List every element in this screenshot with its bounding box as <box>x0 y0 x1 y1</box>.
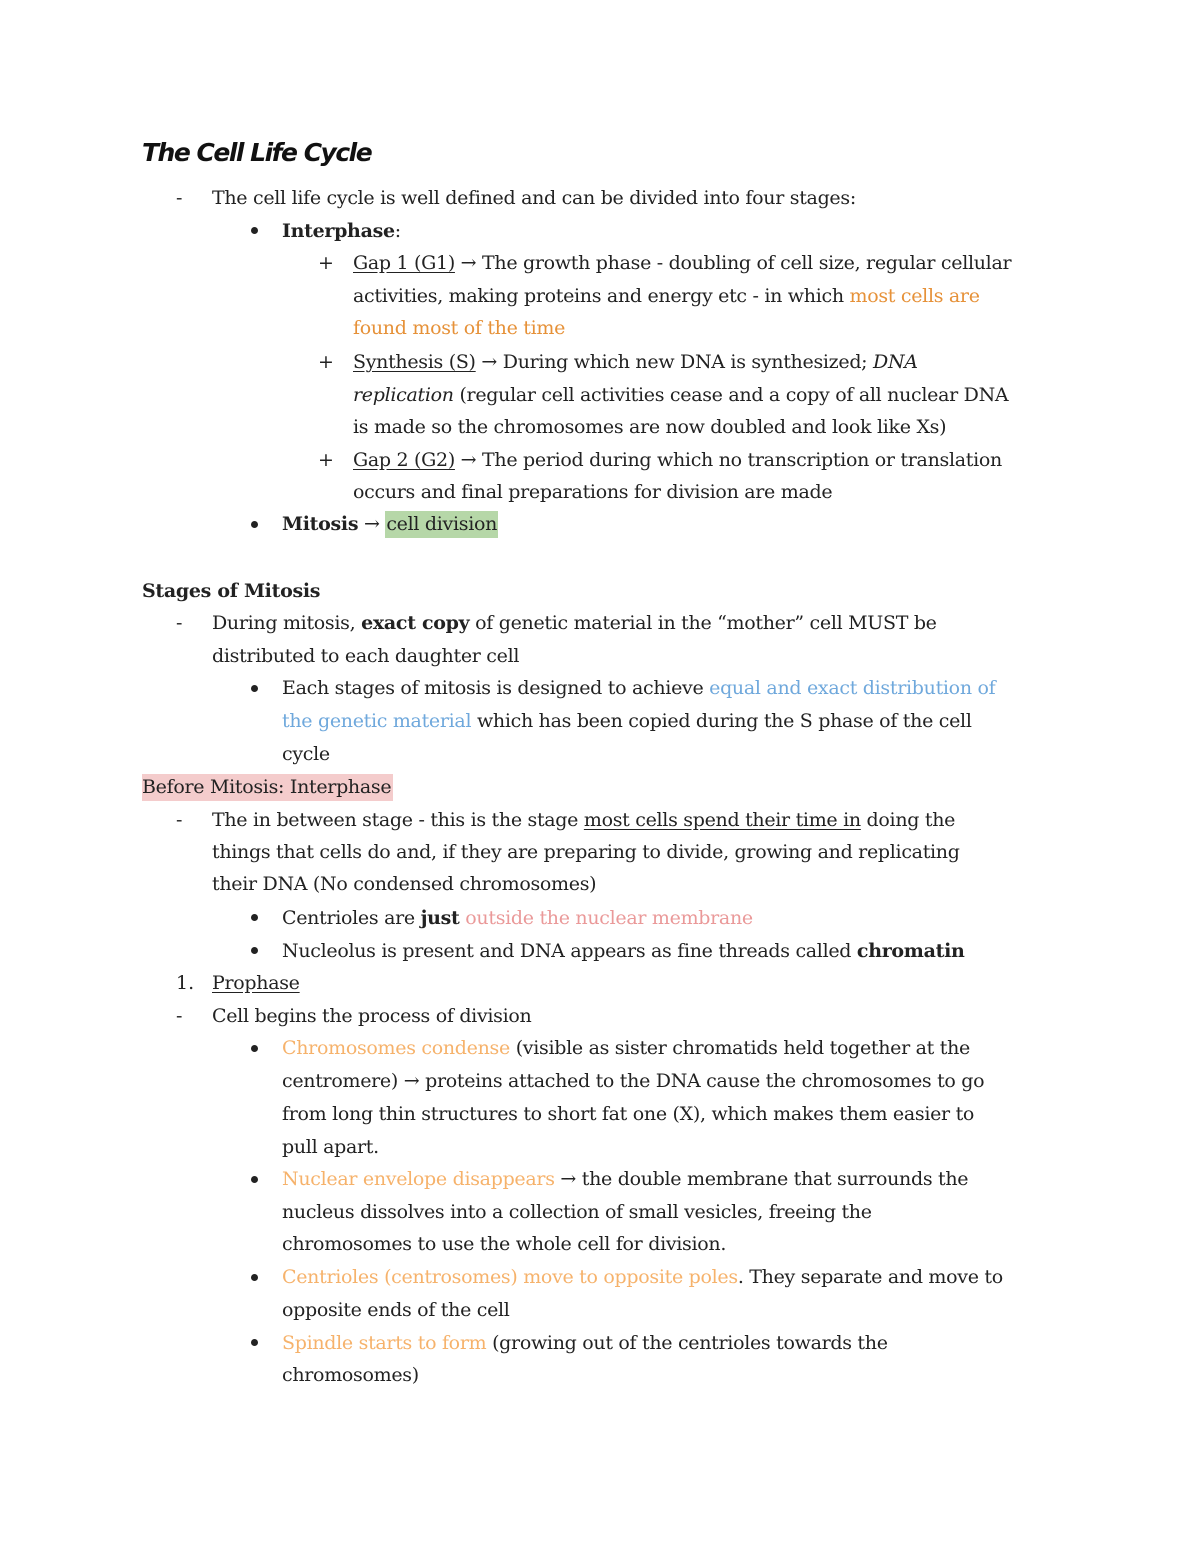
bullet-icon <box>251 1274 258 1281</box>
bullet-icon <box>251 1045 258 1052</box>
centrioles-move-line-2: opposite ends of the cell <box>282 1299 510 1321</box>
centrioles-line: Centrioles are just outside the nuclear membrane <box>282 907 753 929</box>
cycle-intro-line: The cell life cycle is well defined and can be divided into four stages: <box>212 187 856 209</box>
stages-bullet-line-3: cycle <box>282 743 330 765</box>
g1-line-2: activities, making proteins and energy etc - in which most cells are <box>353 285 980 307</box>
page-title: The Cell Life Cycle <box>142 138 372 167</box>
plus-marker: + <box>318 449 334 471</box>
envelope-line-3: chromosomes to use the whole cell for division. <box>282 1233 727 1255</box>
spindle-line-1: Spindle starts to form (growing out of the centrioles towards the <box>282 1332 888 1354</box>
spindle-line-2: chromosomes) <box>282 1364 419 1386</box>
condense-line-3: from long thin structures to short fat one (X), which makes them easier to <box>282 1103 975 1125</box>
interphase-desc-line-2: things that cells do and, if they are preparing to divide, growing and replicating <box>212 841 960 863</box>
dash-marker: - <box>176 1005 183 1027</box>
dash-marker: - <box>176 187 183 209</box>
bullet-icon <box>251 1339 258 1346</box>
cell-division-highlight: cell division <box>385 511 498 538</box>
dash-marker: - <box>176 612 183 634</box>
mitosis-desc-line-1: During mitosis, exact copy of genetic material in the “mother” cell MUST be <box>212 612 937 634</box>
interphase-label: Interphase: <box>282 220 401 242</box>
interphase-desc-line-1: The in between stage - this is the stage most cells spend their time in doing the <box>212 809 956 831</box>
mitosis-desc-line-2: distributed to each daughter cell <box>212 645 520 667</box>
interphase-desc-line-3: their DNA (No condensed chromosomes) <box>212 873 597 895</box>
prophase-heading: Prophase <box>212 972 300 994</box>
number-marker: 1. <box>176 972 195 994</box>
plus-marker: + <box>318 252 334 274</box>
g1-line-1: Gap 1 (G1) → The growth phase - doubling of cell size, regular cellular <box>353 252 1012 274</box>
condense-line-2: centromere) → proteins attached to the DNA cause the chromosomes to go <box>282 1070 985 1092</box>
centrioles-move-line-1: Centrioles (centrosomes) move to opposite poles. They separate and move to <box>282 1266 1003 1288</box>
bullet-icon <box>251 227 258 234</box>
bullet-icon <box>251 685 258 692</box>
nucleolus-line: Nucleolus is present and DNA appears as fine threads called chromatin <box>282 940 965 962</box>
g2-line-2: occurs and final preparations for division are made <box>353 481 833 503</box>
g2-line-1: Gap 2 (G2) → The period during which no transcription or translation <box>353 449 1002 471</box>
before-mitosis-heading: Before Mitosis: Interphase <box>142 775 393 799</box>
synthesis-line-1: Synthesis (S) → During which new DNA is synthesized; DNA <box>353 351 918 373</box>
condense-line-1: Chromosomes condense (visible as sister chromatids held together at the <box>282 1037 970 1059</box>
condense-line-4: pull apart. <box>282 1136 379 1158</box>
bullet-icon <box>251 1176 258 1183</box>
stages-bullet-line-2: the genetic material which has been copied during the S phase of the cell <box>282 710 972 732</box>
dash-marker: - <box>176 809 183 831</box>
prophase-intro-line: Cell begins the process of division <box>212 1005 532 1027</box>
bullet-icon <box>251 947 258 954</box>
g1-line-3: found most of the time <box>353 317 566 339</box>
envelope-line-2: nucleus dissolves into a collection of small vesicles, freeing the <box>282 1201 872 1223</box>
bullet-icon <box>251 914 258 921</box>
stages-of-mitosis-heading: Stages of Mitosis <box>142 580 321 602</box>
mitosis-line: Mitosis → cell division <box>282 512 498 536</box>
bullet-icon <box>251 521 258 528</box>
stages-bullet-line-1: Each stages of mitosis is designed to achieve equal and exact distribution of <box>282 677 996 699</box>
synthesis-line-3: is made so the chromosomes are now doubled and look like Xs) <box>353 416 947 438</box>
synthesis-line-2: replication (regular cell activities cease and a copy of all nuclear DNA <box>353 384 1009 406</box>
envelope-line-1: Nuclear envelope disappears → the double membrane that surrounds the <box>282 1168 969 1190</box>
plus-marker: + <box>318 351 334 373</box>
